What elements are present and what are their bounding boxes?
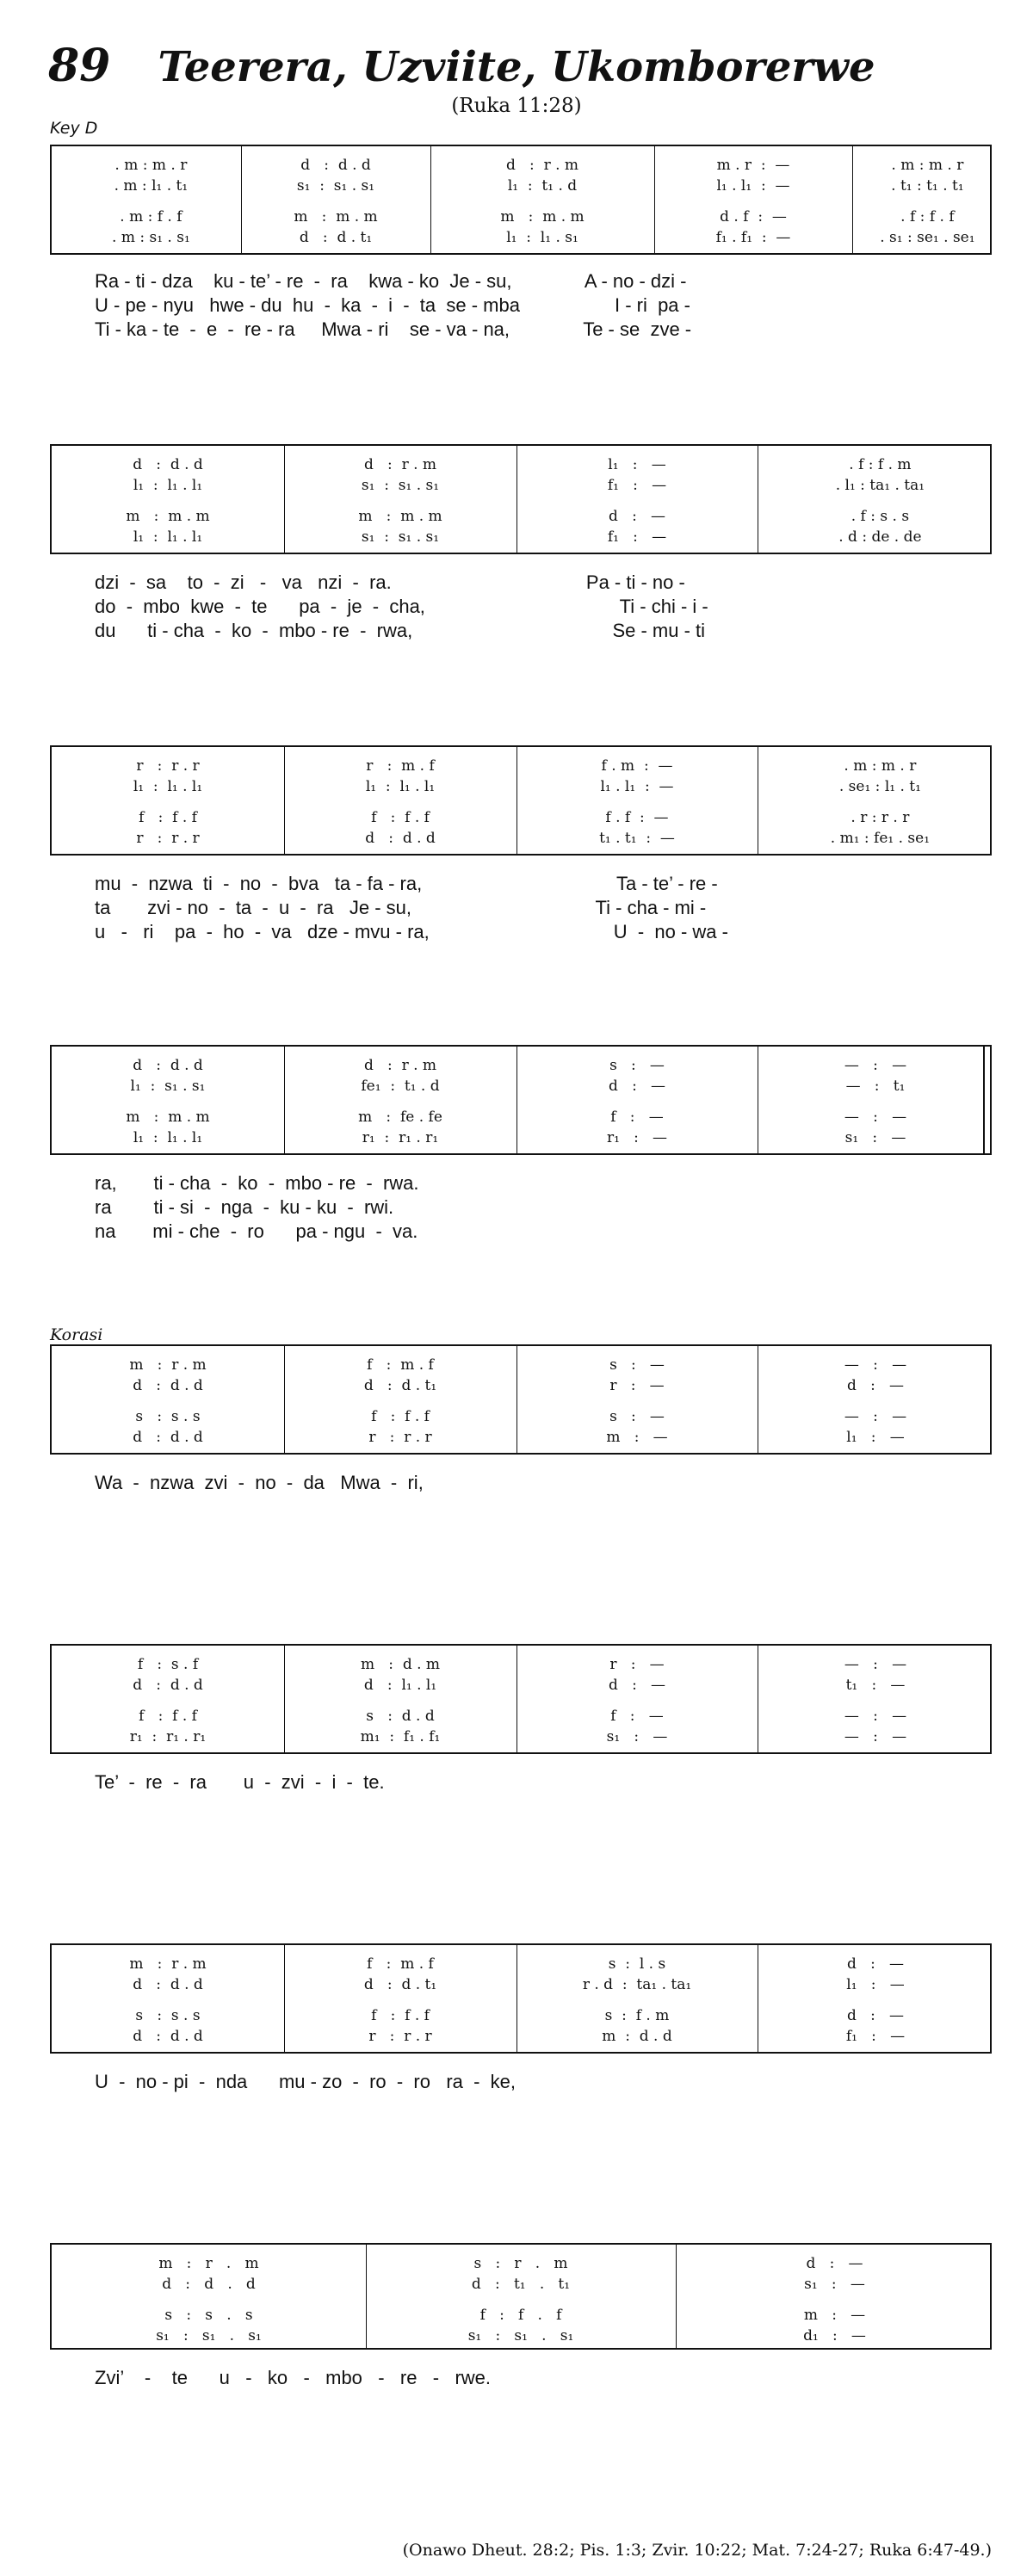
music-system (50, 1644, 992, 1754)
lyric-text: du ti - cha - ko - mbo - re - rwa, Se - mu - ti (95, 620, 706, 641)
lyric-line (0, 318, 1033, 341)
scripture-reference: (Ruka 11:28) (451, 95, 582, 117)
solfa-cell: s₁ : s₁ . s₁ (296, 177, 375, 195)
lyric-text: mu - nzwa ti - no - bva ta - fa - ra, Ta - te’ - re - (95, 873, 718, 894)
solfa-cell: m : r . m (129, 1356, 207, 1374)
solfa-cell: d : d . d (133, 1976, 203, 1993)
lyric-line (0, 1196, 1033, 1219)
lyric-text: u - ri pa - ho - va dze - mvu - ra, U - no - wa - (95, 921, 728, 942)
solfa-cell: d : d . d (365, 830, 436, 847)
solfa-cell: f . f : — (605, 809, 669, 826)
lyric-text: ta zvi - no - ta - u - ra Je - su, Ti - cha - mi - (95, 897, 707, 918)
solfa-cell: s : — (609, 1408, 665, 1425)
music-system (50, 145, 992, 255)
solfa-cell: f : — (610, 1708, 664, 1725)
solfa-cell: — : — (844, 1356, 907, 1374)
solfa-cell: d : d . t₁ (299, 229, 373, 246)
solfa-cell: f : f . f (139, 809, 197, 826)
solfa-cell: l₁ : s₁ . s₁ (130, 1078, 206, 1095)
solfa-cell: r₁ : r₁ . r₁ (129, 1728, 207, 1745)
solfa-cell: . m : l₁ . t₁ (104, 177, 189, 195)
solfa-cell: l₁ : t₁ . d (507, 177, 578, 195)
solfa-cell: m : m . m (500, 208, 585, 225)
lyric-line (0, 270, 1033, 293)
solfa-cell: m : m . m (126, 508, 210, 525)
solfa-cell: m : r . m (129, 1955, 207, 1973)
solfa-cell: r : r . r (136, 830, 200, 847)
solfa-cell: f : f . f (139, 1708, 197, 1725)
solfa-cell: f₁ . f₁ : — (715, 229, 791, 246)
solfa-cell: fe₁ : t₁ . d (361, 1078, 440, 1095)
lyric-text: ra ti - si - nga - ku - ku - rwi. (95, 1196, 394, 1218)
solfa-cell: . se₁ : l₁ . t₁ (830, 778, 921, 795)
solfa-cell: m : — (803, 2307, 866, 2324)
solfa-cell: s : f . m (604, 2007, 670, 2024)
lyric-text: Te’ - re - ra u - zvi - i - te. (95, 1771, 385, 1793)
solfa-cell: f₁ : — (845, 2028, 906, 2045)
lyric-text: Zvi’ - te u - ko - mbo - re - rwe. (95, 2367, 492, 2388)
lyric-line (0, 596, 1033, 618)
solfa-cell: r : r . r (368, 1429, 432, 1446)
solfa-cell: s : s . s (164, 2307, 253, 2324)
solfa-cell: f : m . f (367, 1955, 434, 1973)
solfa-cell: d : l₁ . l₁ (363, 1677, 437, 1694)
solfa-cell: . r : r . r (841, 809, 910, 826)
solfa-cell: r₁ : — (606, 1129, 668, 1146)
solfa-cell: l₁ . l₁ : — (716, 177, 790, 195)
solfa-cell: d₁ : — (803, 2327, 866, 2344)
solfa-cell: s₁ : s₁ . s₁ (156, 2327, 262, 2344)
solfa-cell: m₁ : f₁ . f₁ (360, 1728, 441, 1745)
solfa-cell: l₁ : — (608, 456, 666, 473)
lyric-line (0, 2071, 1033, 2093)
footer-references: (Onawo Dheut. 28:2; Pis. 1:3; Zvir. 10:22; Mat. 7:24-27; Ruka 6:47-49.) (402, 2541, 992, 2560)
lyric-text: Ti - ka - te - e - re - ra Mwa - ri se - va - na, Te - se zve - (95, 318, 692, 340)
hymn-title: Teerera, Uzviite, Ukomborerwe (158, 43, 875, 91)
lyric-line (0, 1472, 1033, 1494)
solfa-cell: . d : de . de (829, 528, 922, 546)
solfa-cell: s₁ : s₁ . s₁ (467, 2327, 574, 2344)
solfa-cell: r : m . f (366, 757, 435, 775)
solfa-cell: s : d . d (366, 1708, 435, 1725)
lyric-line (0, 1771, 1033, 1794)
solfa-cell: f : f . f (371, 809, 430, 826)
lyric-line (0, 1172, 1033, 1195)
solfa-cell: d : — (806, 2255, 863, 2272)
solfa-cell: l₁ : l₁ . s₁ (506, 229, 578, 246)
music-system (50, 1344, 992, 1455)
solfa-cell: . m : m . r (834, 757, 917, 775)
lyric-text: ra, ti - cha - ko - mbo - re - rwa. (95, 1172, 419, 1194)
lyric-line (0, 897, 1033, 919)
solfa-cell: d : t₁ . t₁ (471, 2276, 571, 2293)
solfa-cell: s₁ : s₁ . s₁ (361, 477, 440, 494)
solfa-cell: d : r . m (363, 456, 437, 473)
solfa-cell: t₁ . t₁ : — (599, 830, 675, 847)
solfa-cell: f : f . f (371, 1408, 430, 1425)
solfa-cell: d : d . d (133, 2028, 203, 2045)
solfa-cell: — : — (844, 1109, 907, 1126)
solfa-cell: d : d . t₁ (363, 1377, 437, 1394)
solfa-cell: l₁ : l₁ . l₁ (133, 1129, 203, 1146)
solfa-cell: l₁ : l₁ . l₁ (133, 528, 203, 546)
solfa-cell: s : s . s (135, 2007, 201, 2024)
solfa-cell: s : l . s (608, 1955, 666, 1973)
hymn-number: 89 (48, 40, 111, 92)
solfa-cell: m : — (606, 1429, 668, 1446)
solfa-cell: d : — (846, 1955, 905, 1973)
solfa-cell: r : — (609, 1656, 665, 1673)
solfa-cell: d : — (608, 1677, 666, 1694)
solfa-cell: m : d . d (602, 2028, 672, 2045)
solfa-cell: d : — (608, 508, 666, 525)
solfa-cell: l₁ . l₁ : — (600, 778, 674, 795)
solfa-cell: d : d . d (133, 1429, 203, 1446)
lyric-line (0, 571, 1033, 594)
solfa-cell: f : s . f (137, 1656, 199, 1673)
solfa-cell: — : — (844, 1708, 907, 1725)
solfa-cell: s : — (609, 1057, 665, 1074)
solfa-cell: f . m : — (601, 757, 673, 775)
solfa-cell: s : s . s (135, 1408, 201, 1425)
solfa-cell: f₁ : — (607, 528, 667, 546)
solfa-cell: r : — (609, 1377, 665, 1394)
lyric-line (0, 620, 1033, 642)
solfa-cell: s₁ : — (606, 1728, 668, 1745)
lyric-line (0, 921, 1033, 943)
solfa-cell: d : r . m (505, 157, 579, 174)
lyric-text: na mi - che - ro pa - ngu - va. (95, 1220, 418, 1242)
music-system (50, 444, 992, 554)
solfa-cell: m . r : — (716, 157, 790, 174)
solfa-cell: r . d : ta₁ . ta₁ (582, 1976, 692, 1993)
solfa-cell: l₁ : — (846, 1429, 905, 1446)
solfa-cell: f₁ : — (607, 477, 667, 494)
solfa-cell: — : — (844, 1057, 907, 1074)
solfa-cell: f : m . f (367, 1356, 434, 1374)
solfa-cell: t₁ : — (845, 1677, 906, 1694)
solfa-cell: . m : f . f (110, 208, 182, 225)
solfa-cell: f : f . f (479, 2307, 562, 2324)
chorus-label: Korasi (50, 1325, 103, 1344)
lyric-line (0, 294, 1033, 317)
solfa-cell: d : d . d (133, 1057, 203, 1074)
solfa-cell: m : m . m (126, 1109, 210, 1126)
solfa-cell: r : r . r (136, 757, 200, 775)
solfa-cell: d : d . t₁ (363, 1976, 437, 1993)
solfa-cell: l₁ : l₁ . l₁ (133, 477, 203, 494)
solfa-cell: f : — (610, 1109, 664, 1126)
lyric-line (0, 1220, 1033, 1243)
solfa-cell: . f : s . s (841, 508, 910, 525)
solfa-cell: . f : f . m (839, 456, 912, 473)
music-system (50, 745, 992, 856)
solfa-cell: d . f : — (720, 208, 787, 225)
music-system (50, 2243, 992, 2350)
solfa-cell: l₁ : l₁ . l₁ (365, 778, 436, 795)
solfa-cell: d : r . m (363, 1057, 437, 1074)
solfa-cell: l₁ : l₁ . l₁ (133, 778, 203, 795)
solfa-cell: d : — (846, 2007, 905, 2024)
solfa-cell: d : d . d (300, 157, 371, 174)
solfa-cell: d : d . d (133, 1677, 203, 1694)
solfa-cell: — : t₁ (845, 1078, 906, 1095)
lyric-text: do - mbo kwe - te pa - je - cha, Ti - chi - i - (95, 596, 708, 617)
solfa-cell: l₁ : — (846, 1976, 905, 1993)
solfa-cell: . m : m . r (105, 157, 188, 174)
solfa-cell: m : d . m (360, 1656, 441, 1673)
lyric-text: Wa - nzwa zvi - no - da Mwa - ri, (95, 1472, 424, 1493)
solfa-cell: m : fe . fe (358, 1109, 442, 1126)
key-signature: Key D (50, 119, 98, 138)
music-system (50, 1045, 992, 1155)
solfa-cell: d : — (846, 1377, 905, 1394)
lyric-text: Ra - ti - dza ku - te’ - re - ra kwa - ko Je - su, A - no - dzi - (95, 270, 687, 292)
solfa-cell: — : — (844, 1728, 907, 1745)
lyric-text: U - pe - nyu hwe - du hu - ka - i - ta se - mba I - ri pa - (95, 294, 690, 316)
solfa-cell: . m : m . r (881, 157, 964, 174)
solfa-cell: s₁ : s₁ . s₁ (361, 528, 440, 546)
solfa-cell: d : d . d (133, 1377, 203, 1394)
solfa-cell: s : — (609, 1356, 665, 1374)
solfa-cell: . t₁ : t₁ . t₁ (881, 177, 964, 195)
solfa-cell: — : — (844, 1408, 907, 1425)
solfa-cell: r : r . r (368, 2028, 432, 2045)
solfa-cell: . m₁ : fe₁ . se₁ (820, 830, 931, 847)
lyric-text: dzi - sa to - zi - va nzi - ra. Pa - ti - no - (95, 571, 685, 593)
solfa-cell: s : r . m (473, 2255, 568, 2272)
solfa-cell: f : f . f (371, 2007, 430, 2024)
solfa-cell: m : m . m (294, 208, 378, 225)
lyric-line (0, 873, 1033, 895)
solfa-cell: s₁ : — (804, 2276, 865, 2293)
lyric-line (0, 2367, 1033, 2389)
solfa-cell: r₁ : r₁ . r₁ (362, 1129, 439, 1146)
solfa-cell: d : d . d (162, 2276, 256, 2293)
lyric-text: U - no - pi - nda mu - zo - ro - ro ra - ke, (95, 2071, 516, 2092)
solfa-cell: m : r . m (158, 2255, 259, 2272)
solfa-cell: d : d . d (133, 456, 203, 473)
solfa-cell: . s₁ : se₁ . se₁ (870, 229, 975, 246)
solfa-cell: m : m . m (358, 508, 442, 525)
solfa-cell: s₁ : — (844, 1129, 906, 1146)
solfa-cell: . m : s₁ . s₁ (102, 229, 190, 246)
solfa-cell: d : — (608, 1078, 666, 1095)
solfa-cell: . l₁ : ta₁ . ta₁ (826, 477, 925, 494)
solfa-cell: . f : f . f (891, 208, 955, 225)
solfa-cell: — : — (844, 1656, 907, 1673)
music-system (50, 1943, 992, 2054)
